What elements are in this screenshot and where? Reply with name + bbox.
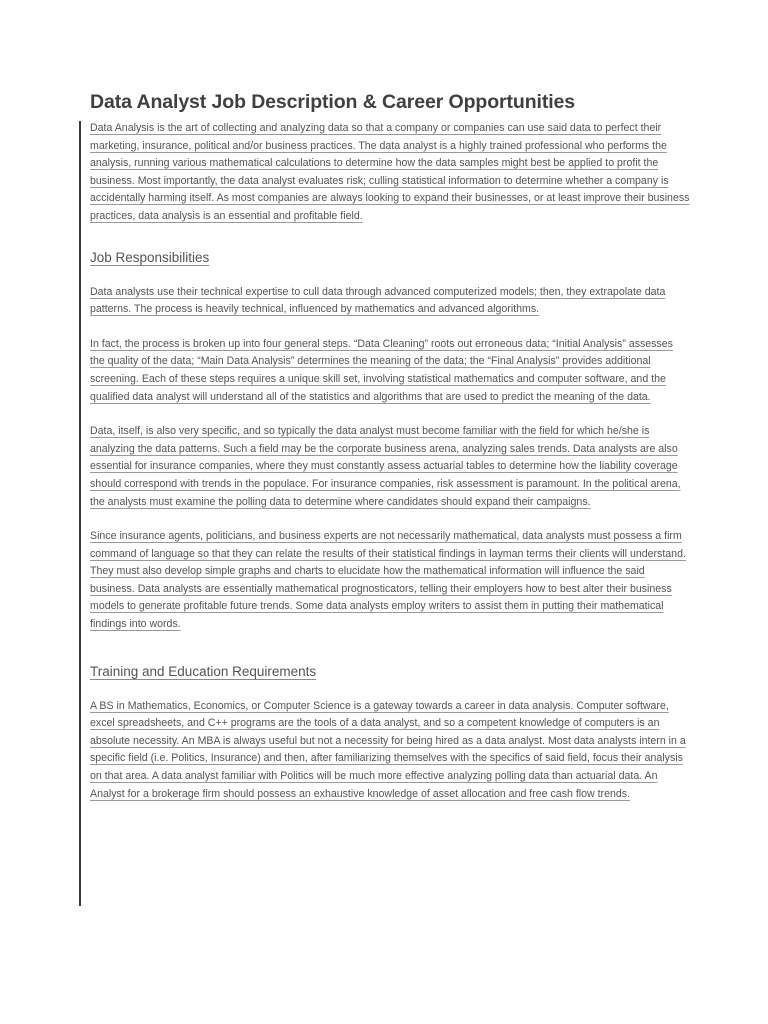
section-heading-text[interactable]: Training and Education Requirements bbox=[90, 663, 317, 679]
job-paragraph-1[interactable] bbox=[90, 284, 690, 319]
section-heading-text[interactable]: Job Responsibilities bbox=[90, 249, 210, 265]
job-paragraph-2[interactable] bbox=[90, 336, 690, 406]
paragraph-text[interactable]: A BS in Mathematics, Economics, or Computer Science is a gateway towards a career in data analysis. Computer software, excel spreadsheets, and C++ programs are the tools of a data analyst, and so a competent knowledge of computers is an absolute necessity. An MBA is always useful but not a necessity for being hired as a data analyst. Most data analysts intern in a specific field (i.e. Politics, Insurance) and then, after familiarizing themselves with the specifics of said field, focus their analysis on that area. A data analyst familiar with Politics will be much more effective analyzing polling data than actuarial data. An Analyst for a brokerage firm should possess an exhaustive knowledge of asset allocation and free cash flow trends. bbox=[90, 699, 686, 800]
intro-text[interactable]: Data Analysis is the art of collecting and analyzing data so that a company or companies can use said data to perfect their marketing, insurance, political and/or business practices. The data analyst is a highly trained professional who performs the analysis, running various mathematical calculations to determine how the data samples might best be applied to profit the business. Most importantly, the data analyst evaluates risk; culling statistical information to determine whether a company is accidentally harming itself. As most companies are always looking to expand their businesses, or at least improve their business practices, data analysis is an essential and profitable field. bbox=[90, 122, 690, 222]
training-paragraph-1[interactable] bbox=[90, 698, 690, 804]
paragraph-text[interactable]: Data, itself, is also very specific, and so typically the data analyst must become familiar with the field for which he/she is analyzing the data patterns. Such a field may be the corporate business arena, analyzing sales trends. Data analysts are also essential for insurance companies, where they must constantly assess actuarial tables to determine how the liability coverage should correspond with trends in the populace. For insurance companies, risk assessment is paramount. In the political arena, the analysts must examine the polling data to determine where candidates should expand their campaigns. bbox=[90, 425, 681, 508]
page-title: Data Analyst Job Description & Career Opportunities bbox=[90, 91, 576, 113]
paragraph-text[interactable]: In fact, the process is broken up into four general steps. “Data Cleaning” roots out erroneous data; “Initial Analysis” assesses the quality of the data; “Main Data Analysis” determines the meaning of the data; the “Final Analysis” provides additional screening. Each of these steps requires a unique skill set, involving statistical mathematics and computer software, and the qualified data analyst will understand all of the statistics and algorithms that are used to predict the meaning of the data. bbox=[90, 337, 673, 403]
section-heading-training-education[interactable] bbox=[90, 662, 690, 682]
document-content bbox=[90, 88, 690, 803]
paragraph-text[interactable]: Since insurance agents, politicians, and business experts are not necessarily mathematical, data analysts must possess a firm command of language so that they can relate the results of their statistical findings in layman terms their clients will understand. They must also develop simple graphs and charts to elucidate how the mathematical information will influence the said business. Data analysts are essentially mathematical prognosticators, telling their employers how to best alter their business models to generate profitable future trends. Some data analysts employ writers to assist them in putting their mathematical findings into words. bbox=[90, 530, 686, 631]
paragraph-text[interactable]: Data analysts use their technical expertise to cull data through advanced computerized models; then, they extrapolate data patterns. The process is heavily technical, influenced by mathematics and advanced algorithms. bbox=[90, 285, 666, 316]
left-margin-rule bbox=[79, 121, 81, 906]
job-paragraph-4[interactable] bbox=[90, 528, 690, 634]
intro-paragraph[interactable] bbox=[90, 120, 690, 226]
section-heading-job-responsibilities[interactable] bbox=[90, 248, 690, 268]
job-paragraph-3[interactable] bbox=[90, 423, 690, 511]
